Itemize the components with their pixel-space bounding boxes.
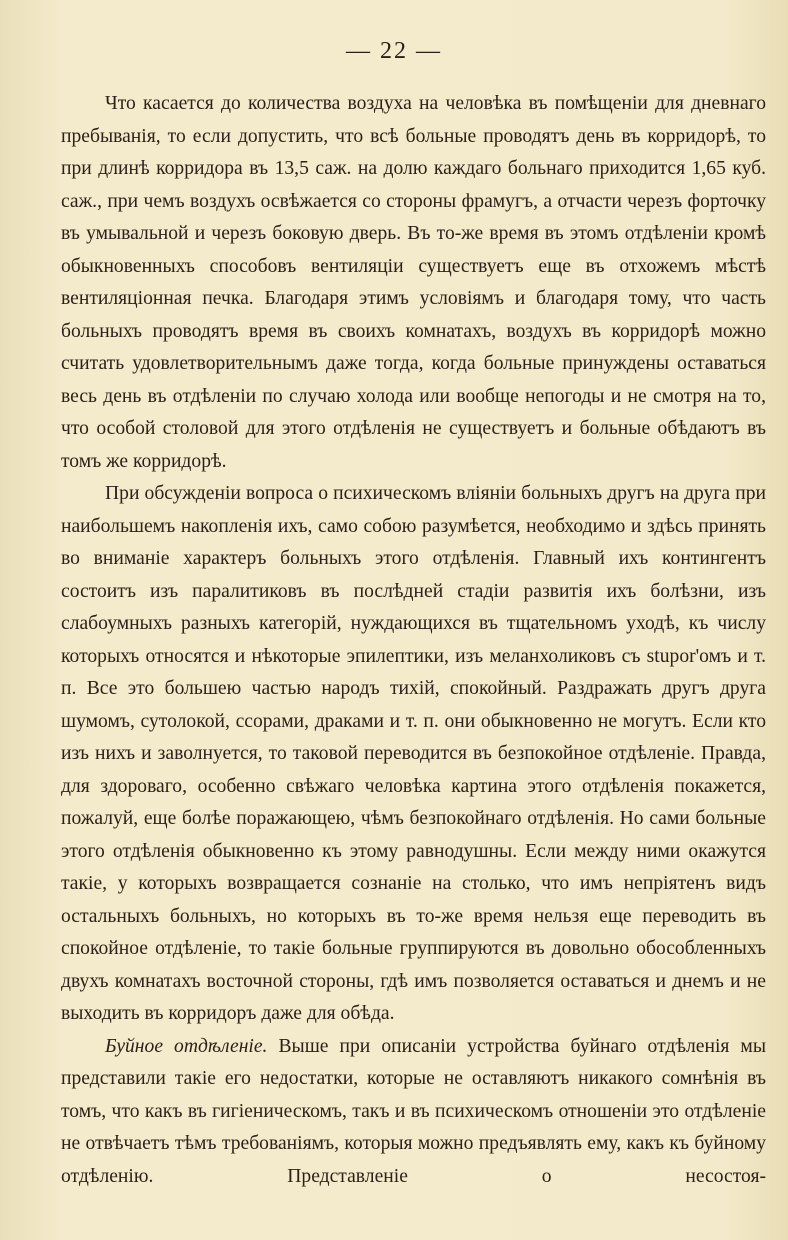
page-number: — 22 — bbox=[346, 38, 442, 64]
paragraph-psychological-influence: При обсужденіи вопроса о психическомъ вліяніи больныхъ другъ на друга при наибольшемъ накопленія ихъ, само собою разумѣется, необходимо и здѣсь принять во вниманіе характеръ больныхъ этого отдѣленія. Главный ихъ контингентъ состоитъ изъ паралитиковъ въ послѣдней стадіи развитія ихъ болѣзни, изъ слабоумныхъ разныхъ категорій, нуждающихся въ тщательномъ уходѣ, къ числу которыхъ относятся и нѣкоторые эпилептики, изъ меланхоликовъ съ stupor'омъ и т. п. Все это большею частью народъ тихій, спокойный. Раздражать другъ друга шумомъ, сутолокой, ссорами, драками и т. п. они обыкновенно не могутъ. Если кто изъ нихъ и заволнуется, то таковой переводится въ безпокойное отдѣленіе. Правда, для здороваго, особенно свѣжаго человѣка картина этого отдѣленія покажется, пожалуй, еще болѣе поражающею, чѣмъ безпокойнаго отдѣленія. Но сами больные этого отдѣленія обыкновенно къ этому равнодушны. Если между ними окажутся такіе, у которыхъ возвращается сознаніе на столько, что имъ непріятенъ видъ остальныхъ больныхъ, но которыхъ въ то-же время нельзя еще переводить въ спокойное отдѣленіе, то такіе больные группируются въ довольно обособленныхъ двухъ комнатахъ восточной стороны, гдѣ имъ позволяется оставаться и днемъ и не выходить въ корридоръ даже для обѣда. bbox=[61, 483, 766, 1024]
paragraph-violent-ward bbox=[61, 1031, 766, 1194]
section-heading-violent-ward: Буйное отдѣленіе. bbox=[105, 1035, 268, 1057]
paragraph-violent-ward-text: Выше при описаніи устройства буйнаго отдѣленія мы представили такіе его недостатки, которые не оставляютъ никакого сомнѣнія въ томъ, что какъ въ гигіеническомъ, такъ и въ психическомъ отношеніи это отдѣленіе не отвѣчаетъ тѣмъ требованіямъ, которыя можно предъявлять ему, какъ къ буйному отдѣленію. Представленіе о несостоя- bbox=[61, 1035, 766, 1187]
paragraph-ventilation: Что касается до количества воздуха на человѣка въ помѣщеніи для дневнаго пребыванія, то если допустить, что всѣ больные проводятъ день въ корридорѣ, то при длинѣ корридора въ 13,5 саж. на долю каждаго больнаго приходится 1,65 куб. саж., при чемъ воздухъ освѣжается со стороны фрамугъ, а отчасти черезъ форточку въ умывальной и черезъ боковую дверь. Въ то-же время въ этомъ отдѣленіи кромѣ обыкновенныхъ способовъ вентиляціи существуетъ еще въ отхожемъ мѣстѣ вентиляціонная печка. Благодаря этимъ условіямъ и благодаря тому, что часть больныхъ проводятъ время въ своихъ комнатахъ, воздухъ въ корридорѣ можно считать удовлетворительнымъ даже тогда, когда больные принуждены оставаться весь день въ отдѣленіи по случаю холода или вообще непогоды и не смотря на то, что особой столовой для этого отдѣленія не существуетъ и больные обѣдаютъ въ томъ же корридорѣ. bbox=[61, 93, 766, 472]
body-text bbox=[61, 88, 766, 1193]
